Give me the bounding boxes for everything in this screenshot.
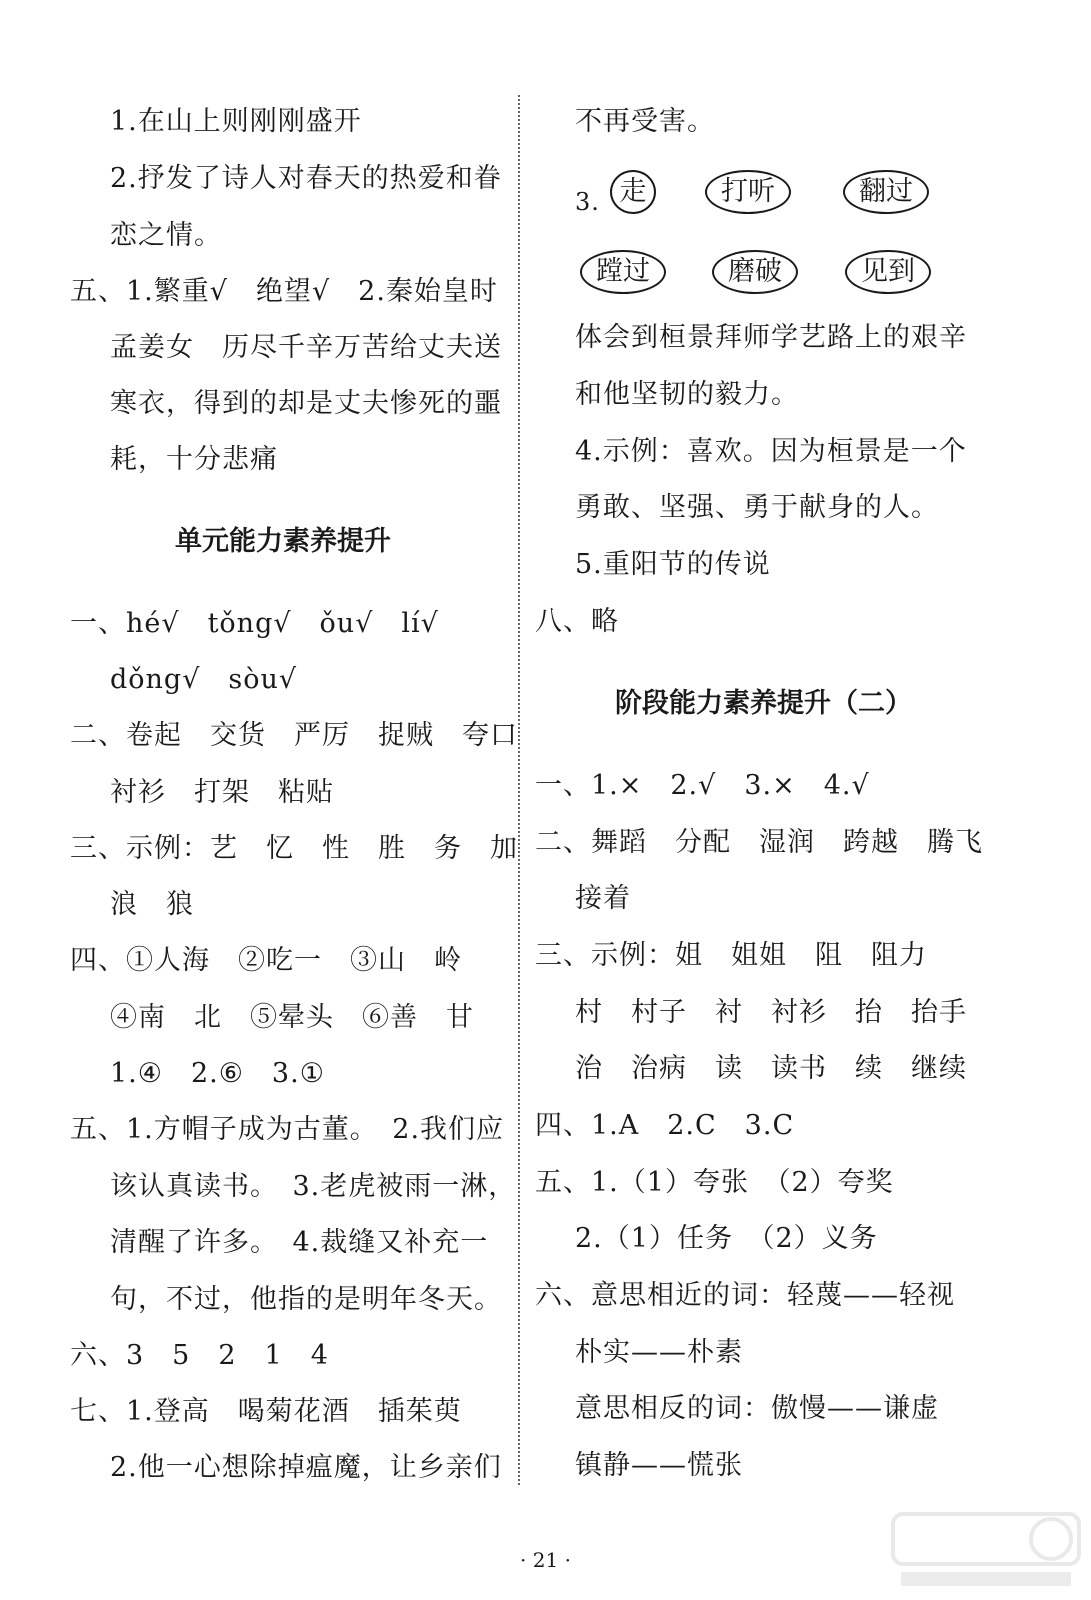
text-line: 镇静——慌张 [575,1450,743,1481]
text-line: 寒衣，得到的却是丈夫惨死的噩 [110,388,502,419]
text-line: 四、1.A 2.C 3.C [535,1110,795,1141]
text-line: 2.（1）任务 （2）义务 [575,1223,878,1254]
text-line: 浪 狼 [110,889,194,920]
text-line: 二、舞蹈 分配 湿润 跨越 腾飞 [535,827,983,858]
watermark-logo [891,1512,1081,1592]
text-line: 一、hé√ tǒng√ ǒu√ lí√ [70,608,439,639]
text-line: 耗，十分悲痛 [110,444,278,475]
question-label: 3. [575,188,600,216]
page-number: · 21 · [520,1548,571,1572]
text-line: 八、略 [535,606,619,637]
oval-word: 蹚过 [580,250,666,294]
text-line: 一、1.× 2.√ 3.× 4.√ [535,770,870,801]
text-line: 勇敢、坚强、勇于献身的人。 [575,492,939,523]
text-line: 和他坚韧的毅力。 [575,379,799,410]
text-line: 五、1.（1）夸张 （2）夸奖 [535,1167,894,1198]
text-line: 清醒了许多。 4.裁缝又补充一 [110,1227,489,1258]
text-line: 2.抒发了诗人对春天的热爱和眷 [110,163,502,194]
oval-word: 翻过 [843,170,929,214]
text-line: 1.④ 2.⑥ 3.① [110,1058,325,1089]
column-divider [518,95,520,1485]
text-line: 体会到桓景拜师学艺路上的艰辛 [575,322,967,353]
text-line: 五、1.方帽子成为古董。 2.我们应 [70,1114,505,1145]
text-line: ④南 北 ⑤晕头 ⑥善 甘 [110,1002,474,1033]
text-line: 五、1.繁重√ 绝望√ 2.秦始皇时 [70,276,498,307]
oval-word: 见到 [845,250,931,294]
text-line: 六、意思相近的词：轻蔑——轻视 [535,1280,955,1311]
text-line: 1.在山上则刚刚盛开 [110,106,362,137]
text-line: 治 治病 读 读书 续 继续 [575,1053,967,1084]
oval-word: 走 [610,170,656,214]
text-line: 接着 [575,883,631,914]
text-line: 2.他一心想除掉瘟魔，让乡亲们 [110,1452,502,1483]
text-line: 不再受害。 [575,106,715,137]
text-line: 意思相反的词：傲慢——谦虚 [575,1393,939,1424]
text-line: 三、示例：艺 忆 性 胜 务 加 [70,833,518,864]
text-line: 衬衫 打架 粘贴 [110,777,334,808]
text-line: 朴实——朴素 [575,1337,743,1368]
text-line: 句，不过，他指的是明年冬天。 [110,1284,502,1315]
text-line: 5.重阳节的传说 [575,549,771,580]
text-line: 该认真读书。 3.老虎被雨一淋， [110,1171,517,1202]
text-line: 孟姜女 历尽千辛万苦给丈夫送 [110,332,502,363]
oval-word: 磨破 [712,250,798,294]
text-line: dǒng√ sòu√ [110,664,298,695]
text-line: 六、3 5 2 1 4 [70,1340,329,1371]
section-heading: 阶段能力素养提升（二） [615,688,912,719]
text-line: 二、卷起 交货 严厉 捉贼 夸口 [70,720,518,751]
text-line: 村 村子 衬 衬衫 抬 抬手 [575,997,967,1028]
section-heading: 单元能力素养提升 [175,526,391,557]
text-line: 七、1.登高 喝菊花酒 插茱萸 [70,1396,462,1427]
text-line: 四、①人海 ②吃一 ③山 岭 [70,945,462,976]
text-line: 恋之情。 [110,220,222,251]
text-line: 4.示例：喜欢。因为桓景是一个 [575,436,967,467]
text-line: 三、示例：姐 姐姐 阻 阻力 [535,940,927,971]
oval-word: 打听 [705,170,791,214]
